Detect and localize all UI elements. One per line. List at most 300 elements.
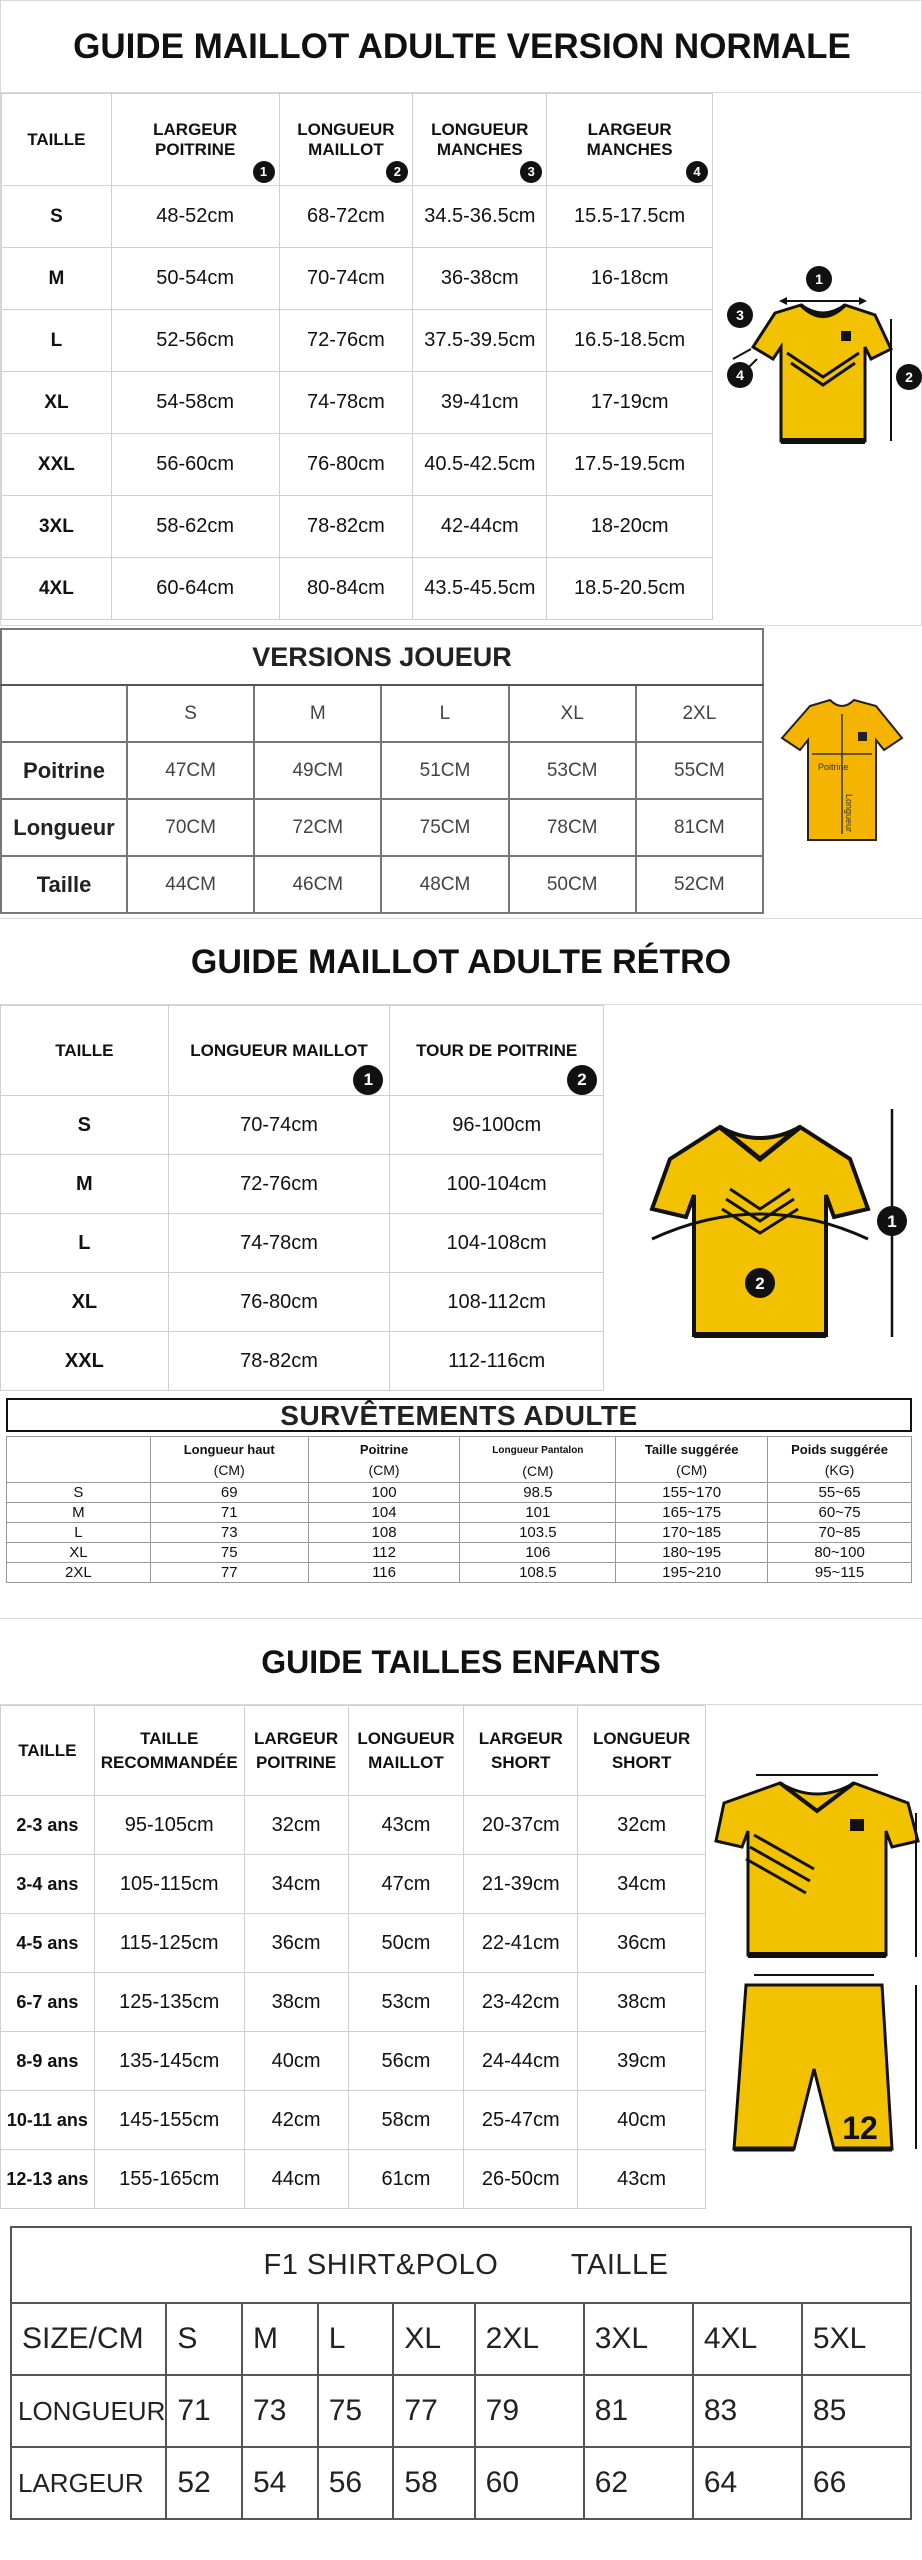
size-value: 38cm [578, 1973, 706, 2032]
header-label: Poids suggérée [791, 1441, 888, 1457]
size-value: 74-78cm [279, 372, 413, 434]
measure-value: 49CM [254, 742, 381, 799]
jersey-diagram-normal [713, 241, 922, 461]
tracksuit-header-cell [150, 1437, 308, 1483]
f1-header-label: SIZE/CM [11, 2303, 166, 2375]
kids-header-row [1, 1706, 706, 1796]
size-value: 16-18cm [547, 248, 713, 310]
normal-size-row [2, 558, 713, 620]
size-value: 24-44cm [464, 2032, 578, 2091]
f1-measure-row [11, 2375, 911, 2447]
size-value: 60~75 [768, 1503, 912, 1523]
tracksuit-table-body [7, 1483, 912, 1583]
header-label: LONGUEUR MAILLOT [297, 119, 395, 159]
f1-size-table [10, 2226, 912, 2520]
age-label: 4-5 ans [1, 1914, 95, 1973]
size-value: 135-145cm [94, 2032, 244, 2091]
player-table-body [1, 742, 763, 913]
size-label: 2XL [7, 1563, 151, 1583]
size-value: 125-135cm [94, 1973, 244, 2032]
age-label: 8-9 ans [1, 2032, 95, 2091]
size-value: 95~115 [768, 1563, 912, 1583]
header-label: LARGEUR POITRINE [153, 119, 238, 159]
measure-badge: 1 [253, 161, 275, 183]
tracksuit-header-cell [7, 1437, 151, 1483]
f1-size-header: M [242, 2303, 318, 2375]
tracksuit-header-cell [768, 1437, 912, 1483]
size-value: 40cm [578, 2091, 706, 2150]
size-label: 3XL [2, 496, 112, 558]
kids-table-body [1, 1796, 706, 2209]
size-label: L [1, 1214, 169, 1273]
size-value: 80-84cm [279, 558, 413, 620]
normal-guide-title: GUIDE MAILLOT ADULTE VERSION NORMALE [1, 1, 922, 93]
size-value: 39-41cm [413, 372, 547, 434]
size-value: 74-78cm [168, 1214, 390, 1273]
age-label: 2-3 ans [1, 1796, 95, 1855]
jersey-shape [753, 305, 891, 441]
size-value: 104-108cm [390, 1214, 604, 1273]
age-label: 6-7 ans [1, 1973, 95, 2032]
measure-value: 81 [584, 2375, 693, 2447]
size-label: 4XL [2, 558, 112, 620]
retro-guide-section [0, 918, 922, 1392]
measure-value: 78CM [509, 799, 636, 856]
measure-label: Taille [1, 856, 127, 913]
header-label: TOUR DE POITRINE [416, 1040, 578, 1060]
size-value: 42-44cm [413, 496, 547, 558]
f1-size-header: S [166, 2303, 242, 2375]
arrow-head [779, 297, 787, 305]
size-value: 108.5 [460, 1563, 616, 1583]
size-value: 106 [460, 1543, 616, 1563]
retro-size-row [1, 1096, 604, 1155]
size-value: 70-74cm [279, 248, 413, 310]
player-size-header: L [381, 685, 508, 742]
size-label: XL [7, 1543, 151, 1563]
size-value: 73 [150, 1523, 308, 1543]
retro-header-row [1, 1006, 604, 1096]
size-value: 71 [150, 1503, 308, 1523]
player-measure-row [1, 799, 763, 856]
size-value: 101 [460, 1503, 616, 1523]
player-size-header: XL [509, 685, 636, 742]
header-unit: (CM) [522, 1462, 554, 1479]
size-value: 50-54cm [111, 248, 279, 310]
tracksuit-header-cell [308, 1437, 460, 1483]
normal-guide-section [0, 0, 922, 626]
measure-badge: 3 [520, 161, 542, 183]
size-value: 116 [308, 1563, 460, 1583]
player-measure-row [1, 742, 763, 799]
retro-header-cell [168, 1006, 390, 1096]
jersey-diagram-player [772, 694, 912, 854]
size-value: 26-50cm [464, 2150, 578, 2209]
header-unit: (CM) [676, 1461, 708, 1478]
size-value: 95-105cm [94, 1796, 244, 1855]
size-value: 100 [308, 1483, 460, 1503]
size-value: 56cm [348, 2032, 464, 2091]
badge-4-text: 4 [736, 367, 744, 383]
measure-badge: 4 [686, 161, 708, 183]
measure-label: Poitrine [1, 742, 127, 799]
age-label: 10-11 ans [1, 2091, 95, 2150]
size-value: 195~210 [616, 1563, 768, 1583]
player-size-table [0, 628, 764, 914]
header-label: Longueur Pantalon [492, 1444, 584, 1456]
size-value: 40.5-42.5cm [413, 434, 547, 496]
size-label: M [7, 1503, 151, 1523]
tracksuit-size-row [7, 1483, 912, 1503]
measure-badge: 2 [567, 1065, 597, 1095]
header-label: TAILLE [27, 129, 86, 149]
size-label: S [2, 186, 112, 248]
normal-size-row [2, 496, 713, 558]
size-value: 58-62cm [111, 496, 279, 558]
size-value: 53cm [348, 1973, 464, 2032]
tracksuit-size-row [7, 1523, 912, 1543]
size-value: 20-37cm [464, 1796, 578, 1855]
size-value: 104 [308, 1503, 460, 1523]
size-value: 165~175 [616, 1503, 768, 1523]
size-value: 69 [150, 1483, 308, 1503]
header-label: TAILLE [55, 1040, 114, 1060]
player-corner-cell [1, 685, 127, 742]
size-value: 40cm [244, 2032, 348, 2091]
length-label: Longueur [844, 794, 854, 833]
size-value: 34cm [244, 1855, 348, 1914]
player-versions-title: VERSIONS JOUEUR [1, 629, 763, 685]
size-value: 36-38cm [413, 248, 547, 310]
size-value: 103.5 [460, 1523, 616, 1543]
kids-size-row [1, 1973, 706, 2032]
player-size-row [1, 685, 763, 742]
player-size-header: 2XL [636, 685, 763, 742]
arrow-head [859, 297, 867, 305]
size-value: 18-20cm [547, 496, 713, 558]
measure-value: 62 [584, 2447, 693, 2519]
size-value: 18.5-20.5cm [547, 558, 713, 620]
size-value: 34cm [578, 1855, 706, 1914]
f1-title-row [11, 2227, 911, 2303]
size-value: 68-72cm [279, 186, 413, 248]
size-value: 105-115cm [94, 1855, 244, 1914]
measure-value: 77 [393, 2375, 474, 2447]
header-unit: (KG) [824, 1461, 855, 1478]
tracksuit-size-row [7, 1563, 912, 1583]
measure-value: 75 [318, 2375, 394, 2447]
size-value: 60-64cm [111, 558, 279, 620]
normal-header-cell [279, 94, 413, 186]
f1-size-header: 4XL [693, 2303, 802, 2375]
size-value: 170~185 [616, 1523, 768, 1543]
size-value: 80~100 [768, 1543, 912, 1563]
player-title-row [1, 629, 763, 685]
normal-size-row [2, 186, 713, 248]
size-value: 50cm [348, 1914, 464, 1973]
size-value: 37.5-39.5cm [413, 310, 547, 372]
size-value: 17-19cm [547, 372, 713, 434]
measure-value: 52 [166, 2447, 242, 2519]
size-value: 36cm [578, 1914, 706, 1973]
header-unit: (CM) [213, 1461, 245, 1478]
measure-value: 53CM [509, 742, 636, 799]
size-value: 72-76cm [168, 1155, 390, 1214]
kids-kit-diagram [710, 1769, 922, 2209]
measure-value: 58 [393, 2447, 474, 2519]
size-value: 76-80cm [279, 434, 413, 496]
size-value: 34.5-36.5cm [413, 186, 547, 248]
size-value: 52-56cm [111, 310, 279, 372]
measure-value: 73 [242, 2375, 318, 2447]
measure-label: LARGEUR [11, 2447, 166, 2519]
size-value: 55~65 [768, 1483, 912, 1503]
size-value: 36cm [244, 1914, 348, 1973]
retro-size-row [1, 1332, 604, 1391]
retro-size-row [1, 1155, 604, 1214]
normal-size-row [2, 310, 713, 372]
size-value: 76-80cm [168, 1273, 390, 1332]
size-value: 38cm [244, 1973, 348, 2032]
measure-value: 60 [475, 2447, 584, 2519]
kids-header-cell: TAILLE RECOMMANDÉE [94, 1706, 244, 1796]
size-value: 43cm [348, 1796, 464, 1855]
kids-size-row [1, 1796, 706, 1855]
age-label: 3-4 ans [1, 1855, 95, 1914]
normal-header-cell [2, 94, 112, 186]
size-value: 47cm [348, 1855, 464, 1914]
measure-value: 51CM [381, 742, 508, 799]
header-label: Longueur haut [183, 1441, 275, 1457]
kids-header-cell: LARGEUR SHORT [464, 1706, 578, 1796]
measure-value: 71 [166, 2375, 242, 2447]
size-label: XXL [1, 1332, 169, 1391]
badge-2-text: 2 [905, 369, 913, 385]
size-value: 75 [150, 1543, 308, 1563]
retro-table-body [1, 1096, 604, 1391]
measure-value: 54 [242, 2447, 318, 2519]
kids-jersey-crest [850, 1819, 864, 1831]
measure-value: 81CM [636, 799, 763, 856]
player-measure-row [1, 856, 763, 913]
size-value: 100-104cm [390, 1155, 604, 1214]
measure-label: Longueur [1, 799, 127, 856]
size-value: 145-155cm [94, 2091, 244, 2150]
f1-size-header: 3XL [584, 2303, 693, 2375]
kids-header-cell: TAILLE [1, 1706, 95, 1796]
normal-header-cell [413, 94, 547, 186]
size-value: 180~195 [616, 1543, 768, 1563]
size-label: S [7, 1483, 151, 1503]
size-value: 72-76cm [279, 310, 413, 372]
size-value: 58cm [348, 2091, 464, 2150]
measure-value: 85 [802, 2375, 911, 2447]
kids-size-row [1, 1914, 706, 1973]
size-value: 78-82cm [279, 496, 413, 558]
measure-label: LONGUEUR [11, 2375, 166, 2447]
normal-size-row [2, 372, 713, 434]
f1-size-header: 5XL [802, 2303, 911, 2375]
size-value: 108-112cm [390, 1273, 604, 1332]
tracksuit-size-row [7, 1543, 912, 1563]
measure-value: 44CM [127, 856, 254, 913]
size-value: 16.5-18.5cm [547, 310, 713, 372]
shorts-number: 12 [842, 2110, 878, 2146]
size-value: 77 [150, 1563, 308, 1583]
f1-size-header: L [318, 2303, 394, 2375]
size-value: 32cm [244, 1796, 348, 1855]
header-label: Poitrine [359, 1441, 409, 1457]
size-value: 32cm [578, 1796, 706, 1855]
size-value: 54-58cm [111, 372, 279, 434]
retro-header-cell [1, 1006, 169, 1096]
f1-title: F1 SHIRT&POLO [263, 2248, 499, 2281]
kids-header-cell: LONGUEUR MAILLOT [348, 1706, 464, 1796]
tracksuit-header-cell [616, 1437, 768, 1483]
normal-header-row [2, 94, 713, 186]
size-value: 78-82cm [168, 1332, 390, 1391]
measure-value: 72CM [254, 799, 381, 856]
player-size-header: S [127, 685, 254, 742]
size-value: 112-116cm [390, 1332, 604, 1391]
measure-badge: 1 [353, 1065, 383, 1095]
normal-table-body [2, 186, 713, 620]
size-value: 56-60cm [111, 434, 279, 496]
kids-size-row [1, 1855, 706, 1914]
measure-value: 64 [693, 2447, 802, 2519]
size-value: 112 [308, 1543, 460, 1563]
kids-size-row [1, 2091, 706, 2150]
measure-value: 46CM [254, 856, 381, 913]
header-label: LONGUEUR MANCHES [431, 119, 529, 159]
kids-guide-title: GUIDE TAILLES ENFANTS [0, 1619, 922, 1705]
size-value: 43cm [578, 2150, 706, 2209]
measure-value: 48CM [381, 856, 508, 913]
header-label: LONGUEUR MAILLOT [190, 1040, 368, 1060]
measure-badge: 2 [386, 161, 408, 183]
size-value: 44cm [244, 2150, 348, 2209]
size-value: 155~170 [616, 1483, 768, 1503]
measure-value: 55CM [636, 742, 763, 799]
f1-table-body [11, 2375, 911, 2519]
measure-value: 52CM [636, 856, 763, 913]
size-value: 70-74cm [168, 1096, 390, 1155]
size-value: 15.5-17.5cm [547, 186, 713, 248]
kids-guide-section [0, 1618, 922, 2216]
player-size-header: M [254, 685, 381, 742]
measure-value: 75CM [381, 799, 508, 856]
size-value: 98.5 [460, 1483, 616, 1503]
measure-value: 47CM [127, 742, 254, 799]
size-value: 43.5-45.5cm [413, 558, 547, 620]
tracksuit-size-table [6, 1436, 912, 1583]
measure-value: 56 [318, 2447, 394, 2519]
f1-measure-row [11, 2447, 911, 2519]
player-versions-section [0, 628, 922, 916]
size-label: S [1, 1096, 169, 1155]
measure-value: 79 [475, 2375, 584, 2447]
measure-value: 70CM [127, 799, 254, 856]
size-label: L [2, 310, 112, 372]
f1-size-header: XL [393, 2303, 474, 2375]
size-value: 48-52cm [111, 186, 279, 248]
measure-value: 66 [802, 2447, 911, 2519]
jersey-diagram-retro [630, 1099, 910, 1349]
arrow-sleeve-length [733, 349, 751, 359]
retro-size-row [1, 1273, 604, 1332]
badge-3-text: 3 [736, 307, 744, 323]
size-value: 25-47cm [464, 2091, 578, 2150]
size-label: XL [1, 1273, 169, 1332]
header-unit: (CM) [368, 1461, 400, 1478]
size-value: 115-125cm [94, 1914, 244, 1973]
tracksuit-header-row [7, 1437, 912, 1483]
jersey-crest [858, 732, 867, 741]
size-value: 70~85 [768, 1523, 912, 1543]
size-value: 22-41cm [464, 1914, 578, 1973]
kids-size-table [0, 1705, 706, 2209]
size-value: 21-39cm [464, 1855, 578, 1914]
normal-size-row [2, 434, 713, 496]
chest-label: Poitrine [818, 762, 849, 772]
f1-guide-section [0, 2222, 922, 2542]
f1-title-right: TAILLE [570, 2248, 669, 2281]
size-value: 23-42cm [464, 1973, 578, 2032]
tracksuit-header-cell [460, 1437, 616, 1483]
normal-size-row [2, 248, 713, 310]
retro-guide-title: GUIDE MAILLOT ADULTE RÉTRO [0, 919, 922, 1005]
measure-value: 50CM [509, 856, 636, 913]
size-value: 108 [308, 1523, 460, 1543]
size-value: 39cm [578, 2032, 706, 2091]
retro-header-cell [390, 1006, 604, 1096]
size-value: 61cm [348, 2150, 464, 2209]
jersey-crest [841, 331, 851, 341]
badge-1-text: 1 [815, 271, 823, 287]
tracksuits-section [0, 1394, 922, 1614]
normal-header-cell [547, 94, 713, 186]
size-label: XXL [2, 434, 112, 496]
header-label: Taille suggérée [644, 1441, 739, 1457]
tracksuit-size-row [7, 1503, 912, 1523]
size-value: 155-165cm [94, 2150, 244, 2209]
header-label: LARGEUR MANCHES [586, 119, 673, 159]
f1-size-header: 2XL [475, 2303, 584, 2375]
tracksuits-title: SURVÊTEMENTS ADULTE [6, 1398, 912, 1432]
size-label: L [7, 1523, 151, 1543]
size-label: M [2, 248, 112, 310]
normal-header-cell [111, 94, 279, 186]
kids-header-cell: LARGEUR POITRINE [244, 1706, 348, 1796]
measure-value: 83 [693, 2375, 802, 2447]
f1-title-cell [11, 2227, 911, 2303]
badge-2-text: 2 [755, 1274, 765, 1293]
size-value: 42cm [244, 2091, 348, 2150]
size-label: M [1, 1155, 169, 1214]
kids-header-cell: LONGUEUR SHORT [578, 1706, 706, 1796]
kids-size-row [1, 2150, 706, 2209]
retro-size-table [0, 1005, 604, 1391]
size-label: XL [2, 372, 112, 434]
kids-size-row [1, 2032, 706, 2091]
normal-size-table [1, 93, 713, 620]
age-label: 12-13 ans [1, 2150, 95, 2209]
badge-1-text: 1 [887, 1212, 897, 1231]
size-value: 96-100cm [390, 1096, 604, 1155]
retro-size-row [1, 1214, 604, 1273]
f1-size-row [11, 2303, 911, 2375]
size-value: 17.5-19.5cm [547, 434, 713, 496]
